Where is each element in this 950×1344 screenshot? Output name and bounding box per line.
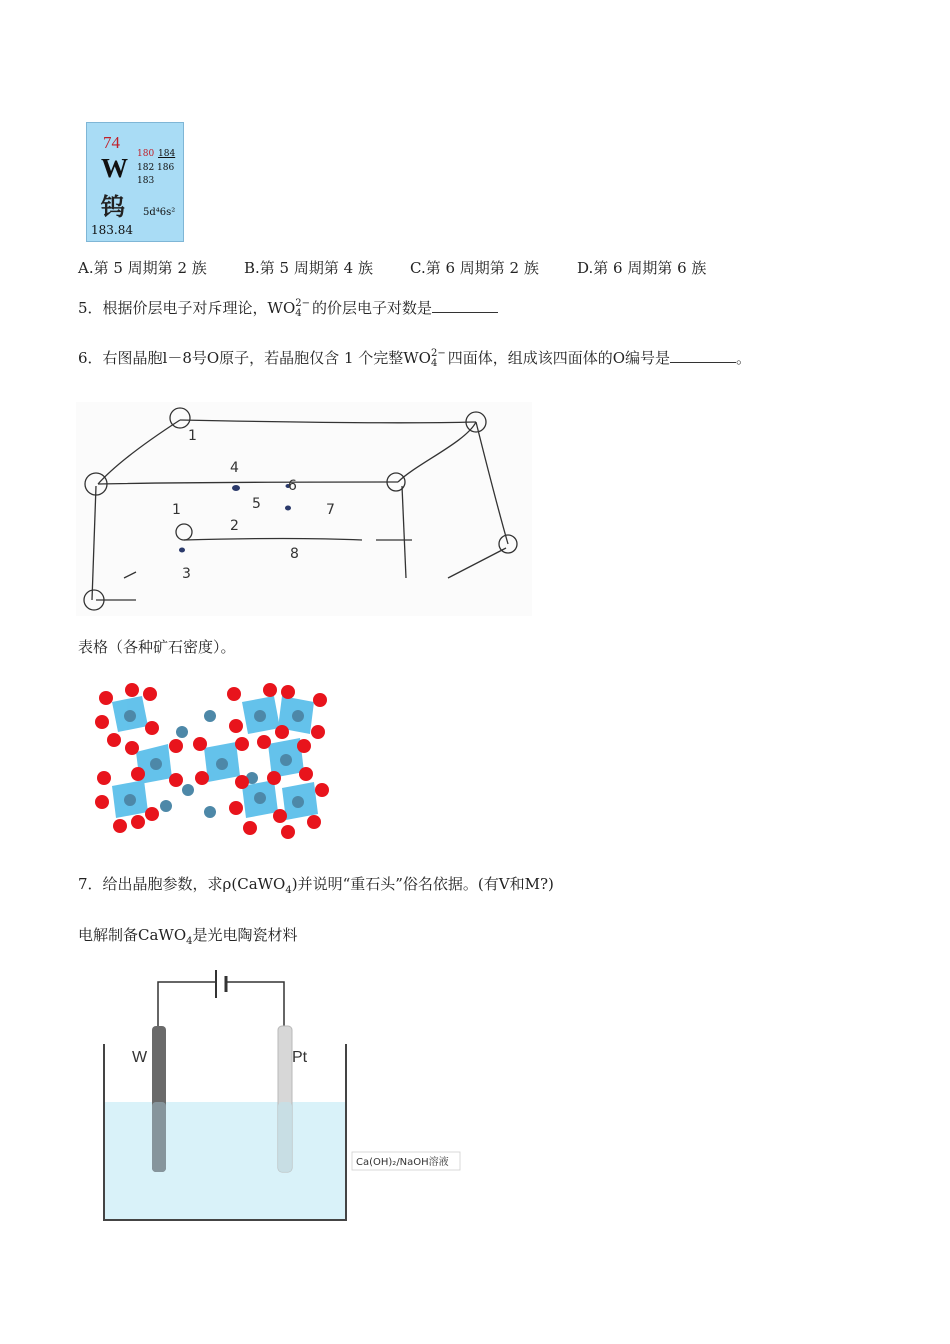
isotopes-row-3: 183 xyxy=(137,176,155,186)
q5-formula: WO xyxy=(267,299,296,317)
element-tile-tungsten xyxy=(86,122,184,242)
sketch-label-1b: 1 xyxy=(172,502,181,518)
q6-charge: 2− 4 xyxy=(430,348,446,369)
electrolysis-apparatus xyxy=(76,962,476,1234)
element-name-chinese: 钨 xyxy=(101,192,125,221)
table-note: 表格（各种矿石密度）。 xyxy=(78,638,236,656)
sketch-label-7: 7 xyxy=(326,502,335,518)
question-5 xyxy=(78,298,498,319)
element-symbol: W xyxy=(101,153,128,183)
sketch-label-4: 4 xyxy=(230,460,239,476)
sketch-label-1: 1 xyxy=(188,428,197,444)
electron-configuration: 5d⁴6s² xyxy=(143,207,176,218)
option-d: D.第 6 周期第 6 族 xyxy=(577,259,707,277)
atomic-number: 74 xyxy=(103,133,120,152)
option-a: A.第 5 周期第 2 族 xyxy=(78,259,207,277)
q5-suffix: 的价层电子对数是 xyxy=(312,299,433,317)
option-b: B.第 5 周期第 4 族 xyxy=(244,259,373,277)
q7-prefix: 7．给出晶胞参数，求ρ(CaWO xyxy=(78,875,286,893)
sketch-label-6: 6 xyxy=(288,478,297,494)
q6-suffix: 四面体，组成该四面体的O编号是 xyxy=(447,349,671,367)
q5-prefix: 5．根据价层电子对斥理论， xyxy=(78,299,268,317)
label-w: W xyxy=(132,1049,148,1066)
label-pt: Pt xyxy=(292,1049,308,1066)
isotope-184: 184 xyxy=(158,149,176,159)
isotope-180: 180 xyxy=(137,149,155,159)
q5-charge: 2− 4 xyxy=(295,298,311,319)
sketch-label-8: 8 xyxy=(290,546,299,562)
sketch-label-2: 2 xyxy=(230,518,239,534)
q5-answer-blank[interactable] xyxy=(432,298,498,313)
q6-prefix: 6．右图晶胞l－8号O原子，若晶胞仅含 1 个完整 xyxy=(78,349,404,367)
isotopes-row-2: 182 186 xyxy=(137,163,175,173)
q7-suffix: )并说明“重石头”俗名依据。(有V和M?) xyxy=(291,875,554,893)
electrolysis-caption: 电解制备CaWO$_4$是光电陶瓷材料 xyxy=(78,926,298,947)
solution-liquid xyxy=(104,1102,346,1220)
question-7: 7．给出晶胞参数，求ρ(CaWO$_4$)并说明“重石头”俗名依据。(有V和M?) xyxy=(78,875,554,896)
sketch-label-3: 3 xyxy=(182,566,191,582)
unit-cell-sketch xyxy=(76,402,532,616)
solution-label: Ca(OH)₂/NaOH溶液 xyxy=(356,1157,449,1168)
question-6: 6．右图晶胞l－8号O原子，若晶胞仅含 1 个完整WO 2− 4 四面体，组成该四面体的O编号是 。 xyxy=(78,348,752,369)
atomic-mass: 183.84 xyxy=(91,223,133,237)
q6-formula: WO xyxy=(403,349,431,367)
q6-answer-blank[interactable] xyxy=(670,348,736,363)
sketch-label-5: 5 xyxy=(252,496,261,512)
crystal-structure-image xyxy=(92,682,340,842)
option-c: C.第 6 周期第 2 族 xyxy=(410,259,539,277)
